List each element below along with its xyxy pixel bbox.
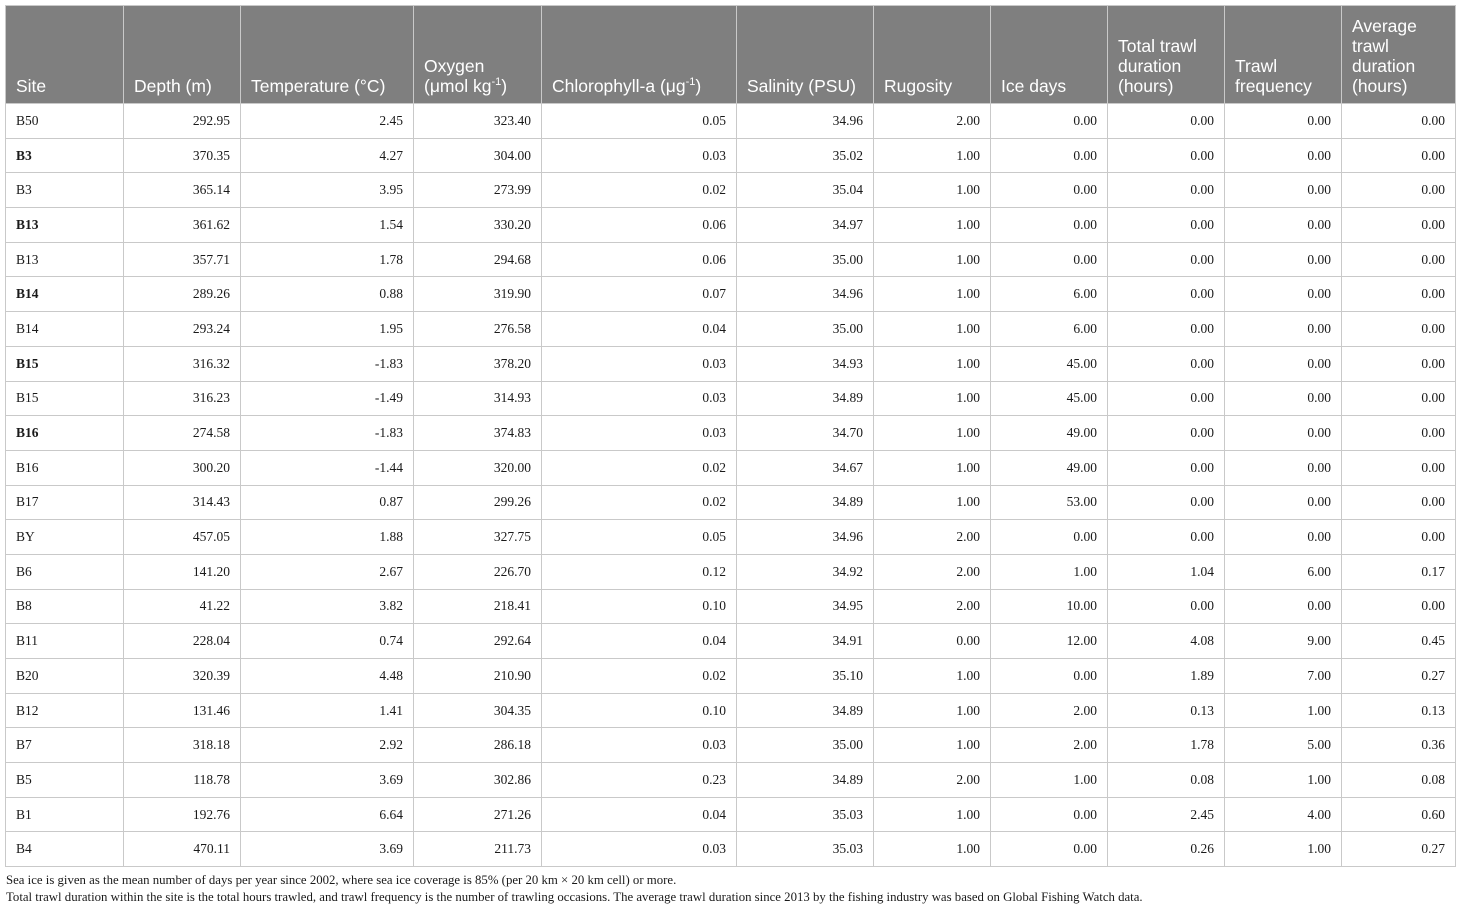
- cell-trawl-frequency: 1.00: [1225, 832, 1342, 867]
- cell-depth: 318.18: [124, 728, 241, 763]
- cell-trawl-frequency: 4.00: [1225, 797, 1342, 832]
- cell-salinity: 34.93: [737, 346, 874, 381]
- cell-depth: 118.78: [124, 763, 241, 798]
- cell-depth: 41.22: [124, 589, 241, 624]
- cell-salinity: 34.96: [737, 520, 874, 555]
- table-row: [6, 138, 1456, 173]
- cell-chlorophyll: 0.04: [542, 312, 737, 347]
- cell-rugosity: 2.00: [874, 104, 991, 139]
- cell-average-trawl-duration: 0.00: [1342, 589, 1456, 624]
- cell-average-trawl-duration: 0.00: [1342, 520, 1456, 555]
- cell-salinity: 35.02: [737, 138, 874, 173]
- cell-salinity: 34.95: [737, 589, 874, 624]
- cell-rugosity: 1.00: [874, 312, 991, 347]
- cell-oxygen: 320.00: [414, 450, 542, 485]
- header-site: Site: [6, 6, 124, 104]
- cell-temperature: 0.87: [241, 485, 414, 520]
- cell-chlorophyll: 0.02: [542, 659, 737, 694]
- cell-ice-days: 0.00: [991, 208, 1108, 243]
- environmental-data-table: [5, 5, 1456, 867]
- cell-rugosity: 1.00: [874, 659, 991, 694]
- header-salinity: Salinity (PSU): [737, 6, 874, 104]
- cell-temperature: -1.49: [241, 381, 414, 416]
- cell-salinity: 34.92: [737, 554, 874, 589]
- cell-temperature: 1.78: [241, 242, 414, 277]
- cell-salinity: 34.67: [737, 450, 874, 485]
- cell-site: B50: [6, 104, 124, 139]
- cell-trawl-frequency: 1.00: [1225, 763, 1342, 798]
- header-oxygen-close: ): [501, 76, 508, 96]
- cell-oxygen: 323.40: [414, 104, 542, 139]
- cell-average-trawl-duration: 0.00: [1342, 381, 1456, 416]
- footnote-trawl: Total trawl duration within the site is the total hours trawled, and trawl frequency is the number of trawling occasions. The average trawl duration since 2013 by the fishing industry was based on Global Fishing Watch data.: [6, 890, 1143, 904]
- cell-oxygen: 319.90: [414, 277, 542, 312]
- cell-rugosity: 0.00: [874, 624, 991, 659]
- cell-chlorophyll: 0.04: [542, 797, 737, 832]
- cell-trawl-frequency: 0.00: [1225, 208, 1342, 243]
- cell-trawl-frequency: 0.00: [1225, 381, 1342, 416]
- cell-salinity: 34.70: [737, 416, 874, 451]
- cell-trawl-frequency: 0.00: [1225, 346, 1342, 381]
- cell-trawl-frequency: 0.00: [1225, 485, 1342, 520]
- cell-average-trawl-duration: 0.13: [1342, 693, 1456, 728]
- header-average-trawl-duration-line1: Average: [1352, 16, 1417, 36]
- cell-total-trawl-duration: 0.00: [1108, 520, 1225, 555]
- table-body: [6, 104, 1456, 867]
- cell-depth: 228.04: [124, 624, 241, 659]
- cell-ice-days: 53.00: [991, 485, 1108, 520]
- cell-rugosity: 1.00: [874, 485, 991, 520]
- cell-temperature: 2.45: [241, 104, 414, 139]
- cell-salinity: 34.89: [737, 381, 874, 416]
- cell-total-trawl-duration: 0.00: [1108, 104, 1225, 139]
- cell-total-trawl-duration: 0.00: [1108, 381, 1225, 416]
- table-header: [6, 6, 1456, 104]
- cell-trawl-frequency: 0.00: [1225, 589, 1342, 624]
- header-chlorophyll: [542, 6, 737, 104]
- cell-site: B13: [6, 208, 124, 243]
- cell-ice-days: 45.00: [991, 346, 1108, 381]
- cell-temperature: 3.69: [241, 763, 414, 798]
- cell-ice-days: 0.00: [991, 104, 1108, 139]
- cell-site: B17: [6, 485, 124, 520]
- header-average-trawl-duration-line3: duration: [1352, 56, 1416, 76]
- cell-site: B5: [6, 763, 124, 798]
- cell-average-trawl-duration: 0.45: [1342, 624, 1456, 659]
- cell-chlorophyll: 0.03: [542, 832, 737, 867]
- cell-salinity: 34.97: [737, 208, 874, 243]
- cell-trawl-frequency: 0.00: [1225, 450, 1342, 485]
- cell-site: B4: [6, 832, 124, 867]
- cell-depth: 192.76: [124, 797, 241, 832]
- cell-chlorophyll: 0.03: [542, 346, 737, 381]
- cell-salinity: 34.89: [737, 485, 874, 520]
- cell-chlorophyll: 0.03: [542, 416, 737, 451]
- table-row: [6, 173, 1456, 208]
- cell-site: B3: [6, 173, 124, 208]
- cell-depth: 365.14: [124, 173, 241, 208]
- table-row: [6, 277, 1456, 312]
- cell-trawl-frequency: 0.00: [1225, 173, 1342, 208]
- table-footnotes: [6, 872, 1446, 906]
- header-temperature: Temperature (°C): [241, 6, 414, 104]
- cell-salinity: 34.89: [737, 763, 874, 798]
- cell-total-trawl-duration: 0.00: [1108, 208, 1225, 243]
- cell-average-trawl-duration: 0.00: [1342, 346, 1456, 381]
- cell-ice-days: 6.00: [991, 312, 1108, 347]
- header-oxygen-line1: Oxygen: [424, 56, 485, 76]
- cell-trawl-frequency: 7.00: [1225, 659, 1342, 694]
- cell-total-trawl-duration: 0.00: [1108, 242, 1225, 277]
- cell-rugosity: 1.00: [874, 346, 991, 381]
- cell-ice-days: 1.00: [991, 554, 1108, 589]
- cell-salinity: 34.91: [737, 624, 874, 659]
- header-total-trawl-duration-line2: duration: [1118, 56, 1182, 76]
- cell-oxygen: 299.26: [414, 485, 542, 520]
- cell-chlorophyll: 0.03: [542, 381, 737, 416]
- table-row: [6, 554, 1456, 589]
- cell-ice-days: 0.00: [991, 138, 1108, 173]
- header-rugosity: Rugosity: [874, 6, 991, 104]
- table-row: [6, 381, 1456, 416]
- cell-rugosity: 1.00: [874, 381, 991, 416]
- cell-average-trawl-duration: 0.08: [1342, 763, 1456, 798]
- cell-ice-days: 12.00: [991, 624, 1108, 659]
- cell-site: B12: [6, 693, 124, 728]
- cell-depth: 316.32: [124, 346, 241, 381]
- cell-total-trawl-duration: 0.00: [1108, 589, 1225, 624]
- cell-average-trawl-duration: 0.00: [1342, 173, 1456, 208]
- cell-oxygen: 327.75: [414, 520, 542, 555]
- cell-salinity: 35.00: [737, 312, 874, 347]
- cell-chlorophyll: 0.07: [542, 277, 737, 312]
- cell-ice-days: 0.00: [991, 659, 1108, 694]
- cell-average-trawl-duration: 0.36: [1342, 728, 1456, 763]
- cell-rugosity: 1.00: [874, 277, 991, 312]
- cell-site: B7: [6, 728, 124, 763]
- cell-chlorophyll: 0.02: [542, 173, 737, 208]
- cell-oxygen: 304.35: [414, 693, 542, 728]
- cell-depth: 300.20: [124, 450, 241, 485]
- cell-total-trawl-duration: 0.00: [1108, 485, 1225, 520]
- table-row: [6, 520, 1456, 555]
- cell-site: B15: [6, 346, 124, 381]
- cell-ice-days: 49.00: [991, 450, 1108, 485]
- cell-oxygen: 271.26: [414, 797, 542, 832]
- cell-oxygen: 374.83: [414, 416, 542, 451]
- header-total-trawl-duration: [1108, 6, 1225, 104]
- header-total-trawl-duration-line1: Total trawl: [1118, 36, 1197, 56]
- table-row: [6, 589, 1456, 624]
- header-trawl-frequency-line2: frequency: [1235, 76, 1312, 96]
- cell-total-trawl-duration: 0.00: [1108, 346, 1225, 381]
- table-row: [6, 312, 1456, 347]
- cell-salinity: 35.00: [737, 242, 874, 277]
- header-chlorophyll-exponent: -1: [685, 76, 696, 89]
- cell-average-trawl-duration: 0.00: [1342, 208, 1456, 243]
- cell-salinity: 35.10: [737, 659, 874, 694]
- header-trawl-frequency: [1225, 6, 1342, 104]
- cell-salinity: 34.89: [737, 693, 874, 728]
- cell-rugosity: 2.00: [874, 763, 991, 798]
- header-chlorophyll-close: ): [695, 76, 702, 96]
- cell-chlorophyll: 0.23: [542, 763, 737, 798]
- cell-site: B3: [6, 138, 124, 173]
- cell-chlorophyll: 0.05: [542, 104, 737, 139]
- header-oxygen-exponent: -1: [491, 76, 502, 89]
- cell-depth: 457.05: [124, 520, 241, 555]
- header-row: [6, 6, 1456, 104]
- cell-salinity: 35.04: [737, 173, 874, 208]
- cell-total-trawl-duration: 0.00: [1108, 416, 1225, 451]
- header-depth: Depth (m): [124, 6, 241, 104]
- cell-site: B6: [6, 554, 124, 589]
- cell-ice-days: 6.00: [991, 277, 1108, 312]
- cell-depth: 289.26: [124, 277, 241, 312]
- cell-rugosity: 1.00: [874, 832, 991, 867]
- cell-temperature: 1.54: [241, 208, 414, 243]
- cell-chlorophyll: 0.02: [542, 485, 737, 520]
- cell-chlorophyll: 0.04: [542, 624, 737, 659]
- cell-depth: 131.46: [124, 693, 241, 728]
- cell-temperature: 3.95: [241, 173, 414, 208]
- cell-total-trawl-duration: 0.00: [1108, 277, 1225, 312]
- cell-ice-days: 0.00: [991, 242, 1108, 277]
- cell-rugosity: 2.00: [874, 589, 991, 624]
- cell-ice-days: 2.00: [991, 693, 1108, 728]
- cell-temperature: 4.27: [241, 138, 414, 173]
- cell-depth: 320.39: [124, 659, 241, 694]
- cell-total-trawl-duration: 1.04: [1108, 554, 1225, 589]
- table-row: [6, 485, 1456, 520]
- cell-rugosity: 1.00: [874, 208, 991, 243]
- cell-depth: 316.23: [124, 381, 241, 416]
- cell-total-trawl-duration: 4.08: [1108, 624, 1225, 659]
- header-oxygen-unit: (μmol kg: [424, 76, 492, 96]
- cell-total-trawl-duration: 0.13: [1108, 693, 1225, 728]
- cell-site: B16: [6, 450, 124, 485]
- cell-rugosity: 1.00: [874, 797, 991, 832]
- table-row: [6, 242, 1456, 277]
- cell-ice-days: 45.00: [991, 381, 1108, 416]
- cell-trawl-frequency: 0.00: [1225, 312, 1342, 347]
- cell-average-trawl-duration: 0.00: [1342, 104, 1456, 139]
- cell-salinity: 35.00: [737, 728, 874, 763]
- cell-oxygen: 211.73: [414, 832, 542, 867]
- cell-oxygen: 304.00: [414, 138, 542, 173]
- cell-depth: 314.43: [124, 485, 241, 520]
- cell-trawl-frequency: 0.00: [1225, 277, 1342, 312]
- header-average-trawl-duration-line4: (hours): [1352, 76, 1408, 96]
- cell-total-trawl-duration: 1.89: [1108, 659, 1225, 694]
- cell-chlorophyll: 0.10: [542, 589, 737, 624]
- cell-site: B1: [6, 797, 124, 832]
- table-row: [6, 763, 1456, 798]
- cell-ice-days: 1.00: [991, 763, 1108, 798]
- cell-oxygen: 330.20: [414, 208, 542, 243]
- cell-chlorophyll: 0.03: [542, 138, 737, 173]
- cell-total-trawl-duration: 0.00: [1108, 312, 1225, 347]
- header-average-trawl-duration: [1342, 6, 1456, 104]
- table-row: [6, 450, 1456, 485]
- header-trawl-frequency-line1: Trawl: [1235, 56, 1278, 76]
- table-row: [6, 624, 1456, 659]
- cell-temperature: 6.64: [241, 797, 414, 832]
- cell-oxygen: 294.68: [414, 242, 542, 277]
- cell-depth: 361.62: [124, 208, 241, 243]
- cell-rugosity: 2.00: [874, 520, 991, 555]
- cell-average-trawl-duration: 0.00: [1342, 485, 1456, 520]
- cell-temperature: -1.83: [241, 346, 414, 381]
- cell-rugosity: 1.00: [874, 693, 991, 728]
- table-row: [6, 416, 1456, 451]
- cell-salinity: 35.03: [737, 832, 874, 867]
- cell-site: B8: [6, 589, 124, 624]
- cell-chlorophyll: 0.10: [542, 693, 737, 728]
- cell-chlorophyll: 0.06: [542, 242, 737, 277]
- cell-temperature: -1.44: [241, 450, 414, 485]
- table-row: [6, 208, 1456, 243]
- cell-trawl-frequency: 0.00: [1225, 138, 1342, 173]
- cell-average-trawl-duration: 0.00: [1342, 312, 1456, 347]
- cell-temperature: 1.41: [241, 693, 414, 728]
- cell-depth: 370.35: [124, 138, 241, 173]
- cell-salinity: 34.96: [737, 277, 874, 312]
- cell-trawl-frequency: 6.00: [1225, 554, 1342, 589]
- table-row: [6, 659, 1456, 694]
- cell-site: B11: [6, 624, 124, 659]
- cell-trawl-frequency: 0.00: [1225, 520, 1342, 555]
- cell-salinity: 35.03: [737, 797, 874, 832]
- cell-depth: 357.71: [124, 242, 241, 277]
- cell-rugosity: 1.00: [874, 138, 991, 173]
- cell-temperature: 0.74: [241, 624, 414, 659]
- cell-ice-days: 10.00: [991, 589, 1108, 624]
- cell-rugosity: 1.00: [874, 728, 991, 763]
- cell-ice-days: 0.00: [991, 797, 1108, 832]
- cell-chlorophyll: 0.05: [542, 520, 737, 555]
- cell-average-trawl-duration: 0.60: [1342, 797, 1456, 832]
- cell-total-trawl-duration: 0.00: [1108, 173, 1225, 208]
- cell-ice-days: 0.00: [991, 173, 1108, 208]
- header-ice-days: Ice days: [991, 6, 1108, 104]
- cell-oxygen: 273.99: [414, 173, 542, 208]
- cell-trawl-frequency: 0.00: [1225, 104, 1342, 139]
- cell-temperature: 2.92: [241, 728, 414, 763]
- cell-ice-days: 0.00: [991, 832, 1108, 867]
- table-row: [6, 832, 1456, 867]
- cell-temperature: 1.88: [241, 520, 414, 555]
- cell-trawl-frequency: 9.00: [1225, 624, 1342, 659]
- cell-depth: 293.24: [124, 312, 241, 347]
- cell-ice-days: 2.00: [991, 728, 1108, 763]
- cell-ice-days: 49.00: [991, 416, 1108, 451]
- cell-site: B13: [6, 242, 124, 277]
- footnote-sea-ice: Sea ice is given as the mean number of days per year since 2002, where sea ice coverage is 85% (per 20 km × 20 km cell) or more.: [6, 873, 677, 887]
- cell-temperature: -1.83: [241, 416, 414, 451]
- cell-rugosity: 1.00: [874, 173, 991, 208]
- cell-trawl-frequency: 5.00: [1225, 728, 1342, 763]
- cell-site: B20: [6, 659, 124, 694]
- cell-temperature: 1.95: [241, 312, 414, 347]
- cell-average-trawl-duration: 0.00: [1342, 450, 1456, 485]
- cell-oxygen: 276.58: [414, 312, 542, 347]
- cell-oxygen: 218.41: [414, 589, 542, 624]
- cell-depth: 274.58: [124, 416, 241, 451]
- cell-chlorophyll: 0.06: [542, 208, 737, 243]
- cell-ice-days: 0.00: [991, 520, 1108, 555]
- header-average-trawl-duration-line2: trawl: [1352, 36, 1389, 56]
- cell-site: B15: [6, 381, 124, 416]
- table-row: [6, 797, 1456, 832]
- cell-average-trawl-duration: 0.00: [1342, 138, 1456, 173]
- cell-total-trawl-duration: 0.00: [1108, 138, 1225, 173]
- cell-depth: 292.95: [124, 104, 241, 139]
- cell-rugosity: 1.00: [874, 242, 991, 277]
- cell-site: B14: [6, 277, 124, 312]
- cell-total-trawl-duration: 0.08: [1108, 763, 1225, 798]
- cell-oxygen: 292.64: [414, 624, 542, 659]
- cell-temperature: 4.48: [241, 659, 414, 694]
- cell-average-trawl-duration: 0.00: [1342, 416, 1456, 451]
- cell-total-trawl-duration: 2.45: [1108, 797, 1225, 832]
- cell-oxygen: 226.70: [414, 554, 542, 589]
- cell-depth: 470.11: [124, 832, 241, 867]
- cell-total-trawl-duration: 0.00: [1108, 450, 1225, 485]
- cell-total-trawl-duration: 1.78: [1108, 728, 1225, 763]
- cell-temperature: 2.67: [241, 554, 414, 589]
- table-row: [6, 693, 1456, 728]
- cell-chlorophyll: 0.02: [542, 450, 737, 485]
- cell-average-trawl-duration: 0.00: [1342, 277, 1456, 312]
- cell-rugosity: 1.00: [874, 416, 991, 451]
- cell-rugosity: 1.00: [874, 450, 991, 485]
- cell-chlorophyll: 0.12: [542, 554, 737, 589]
- header-chlorophyll-label: Chlorophyll-a (μg: [552, 76, 686, 96]
- cell-salinity: 34.96: [737, 104, 874, 139]
- header-oxygen: [414, 6, 542, 104]
- cell-average-trawl-duration: 0.17: [1342, 554, 1456, 589]
- cell-trawl-frequency: 1.00: [1225, 693, 1342, 728]
- cell-depth: 141.20: [124, 554, 241, 589]
- cell-average-trawl-duration: 0.27: [1342, 659, 1456, 694]
- cell-trawl-frequency: 0.00: [1225, 416, 1342, 451]
- cell-trawl-frequency: 0.00: [1225, 242, 1342, 277]
- cell-site: B14: [6, 312, 124, 347]
- cell-total-trawl-duration: 0.26: [1108, 832, 1225, 867]
- cell-temperature: 0.88: [241, 277, 414, 312]
- cell-temperature: 3.69: [241, 832, 414, 867]
- cell-temperature: 3.82: [241, 589, 414, 624]
- header-total-trawl-duration-line3: (hours): [1118, 76, 1174, 96]
- cell-oxygen: 378.20: [414, 346, 542, 381]
- cell-rugosity: 2.00: [874, 554, 991, 589]
- cell-oxygen: 286.18: [414, 728, 542, 763]
- cell-site: BY: [6, 520, 124, 555]
- cell-site: B16: [6, 416, 124, 451]
- cell-oxygen: 210.90: [414, 659, 542, 694]
- table-row: [6, 346, 1456, 381]
- cell-oxygen: 314.93: [414, 381, 542, 416]
- table-row: [6, 104, 1456, 139]
- table-row: [6, 728, 1456, 763]
- cell-average-trawl-duration: 0.00: [1342, 242, 1456, 277]
- cell-oxygen: 302.86: [414, 763, 542, 798]
- cell-chlorophyll: 0.03: [542, 728, 737, 763]
- cell-average-trawl-duration: 0.27: [1342, 832, 1456, 867]
